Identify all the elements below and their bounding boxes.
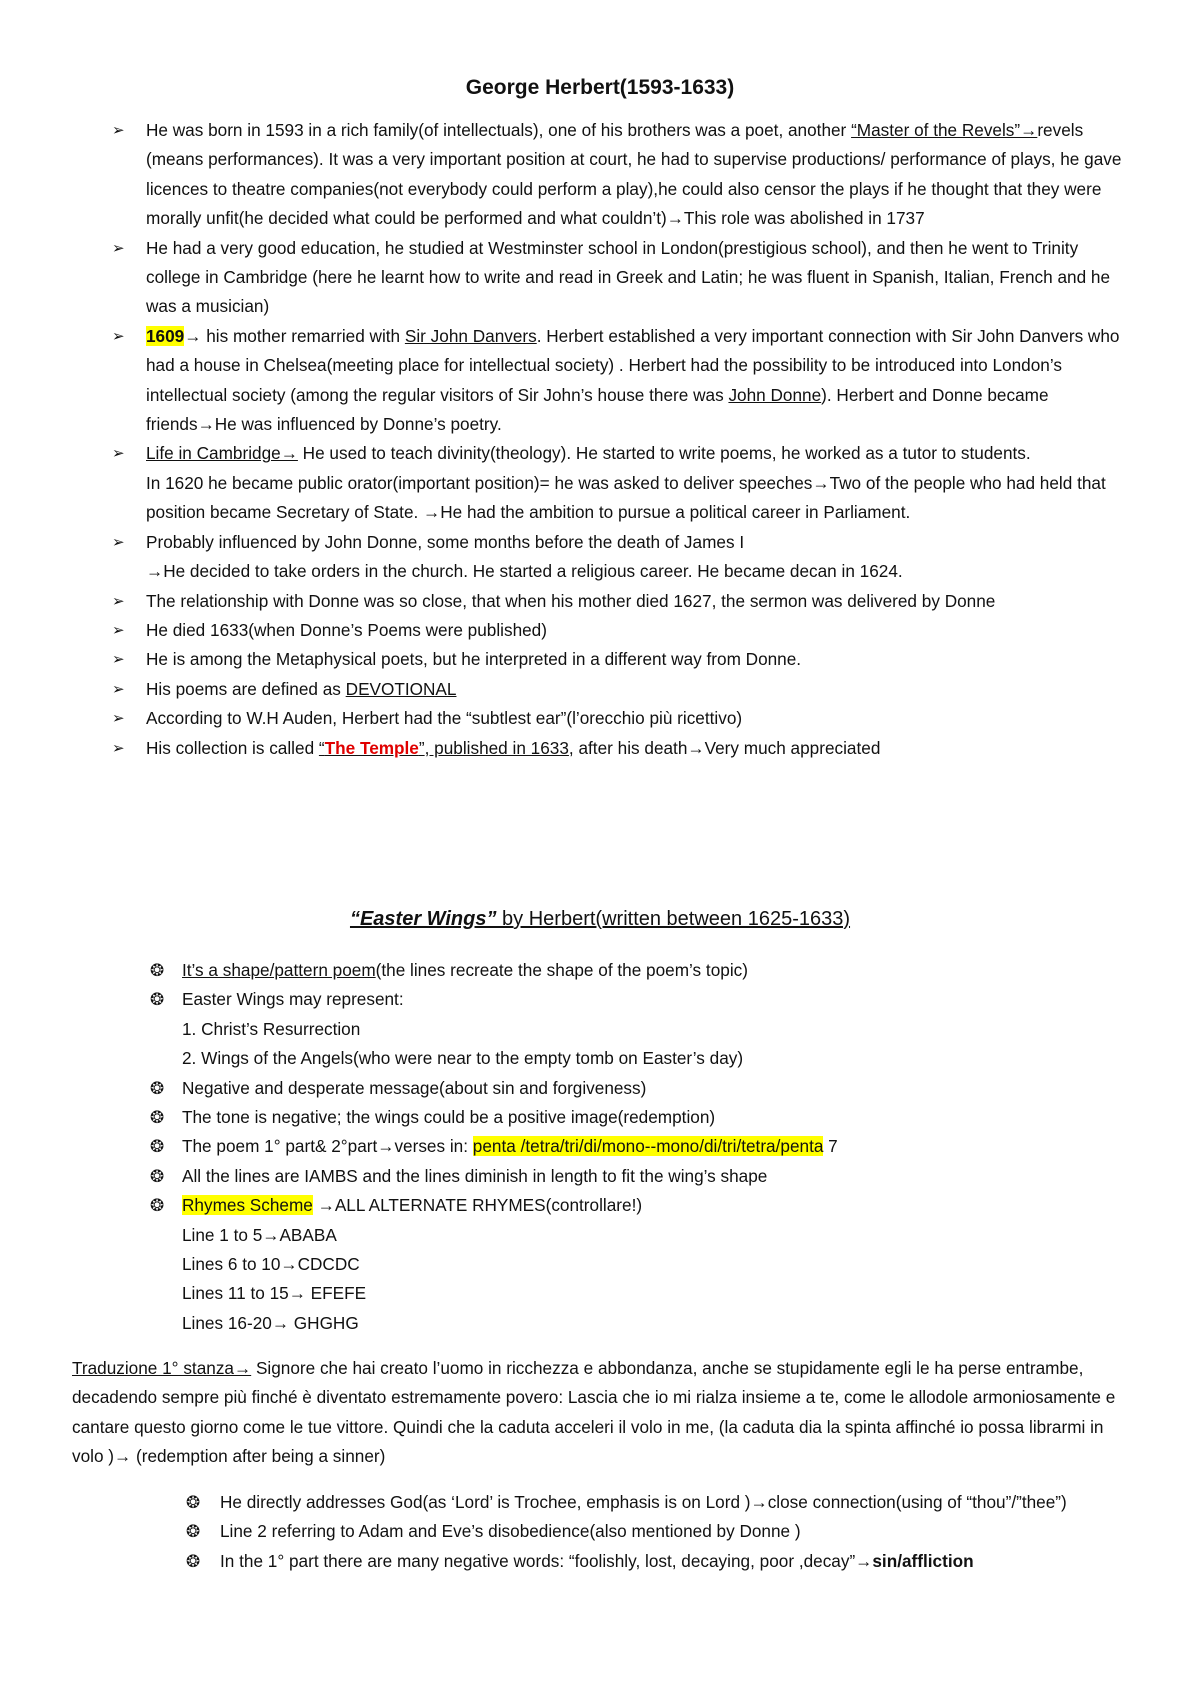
- list-item: ➢ He was born in 1593 in a rich family(of intellectuals), one of his brothers was a poet, another “Master of the Revels”→revels (means performances). It was a very important position at court, he had to supervise productions/ performance of plays, he gave licences to theatre companies(not everybody could perform a play),he could also censor the plays if he thought that they were morally unfit(he decided what could be performed and what couldn’t)→This role was abolished in 1737: [112, 116, 1132, 234]
- page-title: George Herbert(1593-1633): [465, 76, 735, 99]
- arrow-bullet-icon: ➢: [112, 621, 125, 639]
- arrow-bullet-icon: ➢: [112, 327, 125, 345]
- arrow-bullet-icon: ➢: [112, 533, 125, 551]
- list-item: ➢ He died 1633(when Donne’s Poems were published): [112, 616, 1132, 645]
- list-item: ❂ All the lines are IAMBS and the lines diminish in length to fit the wing’s shape: [150, 1162, 1130, 1191]
- list-item: ❂ He directly addresses God(as ‘Lord’ is Trochee, emphasis is on Lord )→close connection(using of “thou”/”thee”): [186, 1488, 1136, 1517]
- collection-title: The Temple: [324, 737, 419, 758]
- arrow-bullet-icon: ➢: [112, 122, 125, 139]
- list-item: ➢ Life in Cambridge→ He used to teach divinity(theology). He started to write poems, he worked as a tutor to students. In 1620 he became public orator(important position)= he was asked to deliver speeches→Two of the people who had held that position became Secretary of State. →He had the ambition to pursue a political career in Parliament.: [112, 439, 1132, 527]
- notes-list: [186, 1488, 1136, 1576]
- translation-paragraph: Traduzione 1° stanza→ Signore che hai creato l’uomo in ricchezza e abbondanza, anche se stupidamente egli le ha perse entrambe, decadendo sempre più finché è diventato estremamente povero: Lascia che io mi rialza insieme a te, come le allodole armoniosamente e cantare questo giorno come le tue vittore. Quindi che la caduta acceleri il volo in me, (la caduta dia la spinta affinché io possa librarmi in volo )→ (redemption after being a sinner): [72, 1358, 1116, 1467]
- list-item: ❂ Easter Wings may represent: 1. Christ’s Resurrection 2. Wings of the Angels(who were near to the empty tomb on Easter’s day): [150, 985, 1130, 1073]
- list-item: ❂ In the 1° part there are many negative words: “foolishly, lost, decaying, poor ,decay”→sin/affliction: [186, 1547, 1136, 1576]
- arrow-bullet-icon: ➢: [112, 680, 125, 698]
- arrow-bullet-icon: ➢: [112, 445, 125, 463]
- arrow-bullet-icon: ➢: [112, 710, 125, 728]
- list-item: ➢ The relationship with Donne was so close, that when his mother died 1627, the sermon was delivered by Donne: [112, 587, 1132, 616]
- arrow-bullet-icon: ➢: [112, 239, 125, 257]
- section-title: “Easter Wings” by Herbert(written between 1625-1633): [349, 908, 851, 930]
- list-item: ➢ According to W.H Auden, Herbert had the “subtlest ear”(l’orecchio più ricettivo): [112, 704, 1132, 733]
- arrow-bullet-icon: ➢: [112, 739, 125, 757]
- star-bullet-icon: ❂: [150, 1196, 165, 1216]
- list-item: ➢ His collection is called “The Temple”, published in 1633, after his death→Very much appreciated: [112, 734, 1132, 763]
- list-item: ❂ Negative and desperate message(about sin and forgiveness): [150, 1074, 1130, 1103]
- list-item: ➢ He is among the Metaphysical poets, but he interpreted in a different way from Donne.: [112, 645, 1132, 674]
- star-bullet-icon: ❂: [186, 1493, 201, 1512]
- list-item: ➢ His poems are defined as DEVOTIONAL: [112, 675, 1132, 704]
- list-item: ❂ It’s a shape/pattern poem(the lines recreate the shape of the poem’s topic): [150, 956, 1130, 985]
- list-item: ❂ Line 2 referring to Adam and Eve’s disobedience(also mentioned by Donne ): [186, 1517, 1136, 1546]
- star-bullet-icon: ❂: [150, 990, 165, 1010]
- list-item: ➢ 1609→ his mother remarried with Sir John Danvers. Herbert established a very important connection with Sir John Danvers who had a house in Chelsea(meeting place for intellectual society) . Herbert had the possibility to be introduced into London’s intellectual society (among the regular visitors of Sir John’s house there was John Donne). Herbert and Donne became friends→He was influenced by Donne’s poetry.: [112, 322, 1132, 440]
- star-bullet-icon: ❂: [150, 1137, 165, 1157]
- star-bullet-icon: ❂: [186, 1522, 201, 1542]
- star-bullet-icon: ❂: [150, 1108, 165, 1128]
- arrow-bullet-icon: ➢: [112, 651, 125, 669]
- star-bullet-icon: ❂: [150, 1166, 165, 1186]
- star-bullet-icon: ❂: [150, 1078, 165, 1098]
- list-item: ❂ The tone is negative; the wings could be a positive image(redemption): [150, 1103, 1130, 1132]
- list-item: ❂ Rhymes Scheme →ALL ALTERNATE RHYMES(controllare!) Line 1 to 5→ABABA Lines 6 to 10→CDCDC Lines 11 to 15→ EFEFE Lines 16-20→ GHGHG: [150, 1191, 1130, 1338]
- biography-list: [112, 116, 1132, 763]
- list-item: ❂ The poem 1° part& 2°part→verses in: penta /tetra/tri/di/mono--mono/di/tri/tetra/penta 7: [150, 1132, 1130, 1161]
- list-item: ➢ He had a very good education, he studied at Westminster school in London(prestigious school), and then he went to Trinity college in Cambridge (here he learnt how to write and read in Greek and Latin; he was fluent in Spanish, Italian, French and he was a musician): [112, 234, 1132, 322]
- arrow-bullet-icon: ➢: [112, 592, 125, 610]
- star-bullet-icon: ❂: [150, 961, 165, 980]
- star-bullet-icon: ❂: [186, 1551, 201, 1571]
- list-item: ➢ Probably influenced by John Donne, some months before the death of James I →He decided to take orders in the church. He started a religious career. He became decan in 1624.: [112, 528, 1132, 587]
- poem-analysis-list: [150, 956, 1130, 1338]
- year-highlight: 1609: [146, 325, 185, 346]
